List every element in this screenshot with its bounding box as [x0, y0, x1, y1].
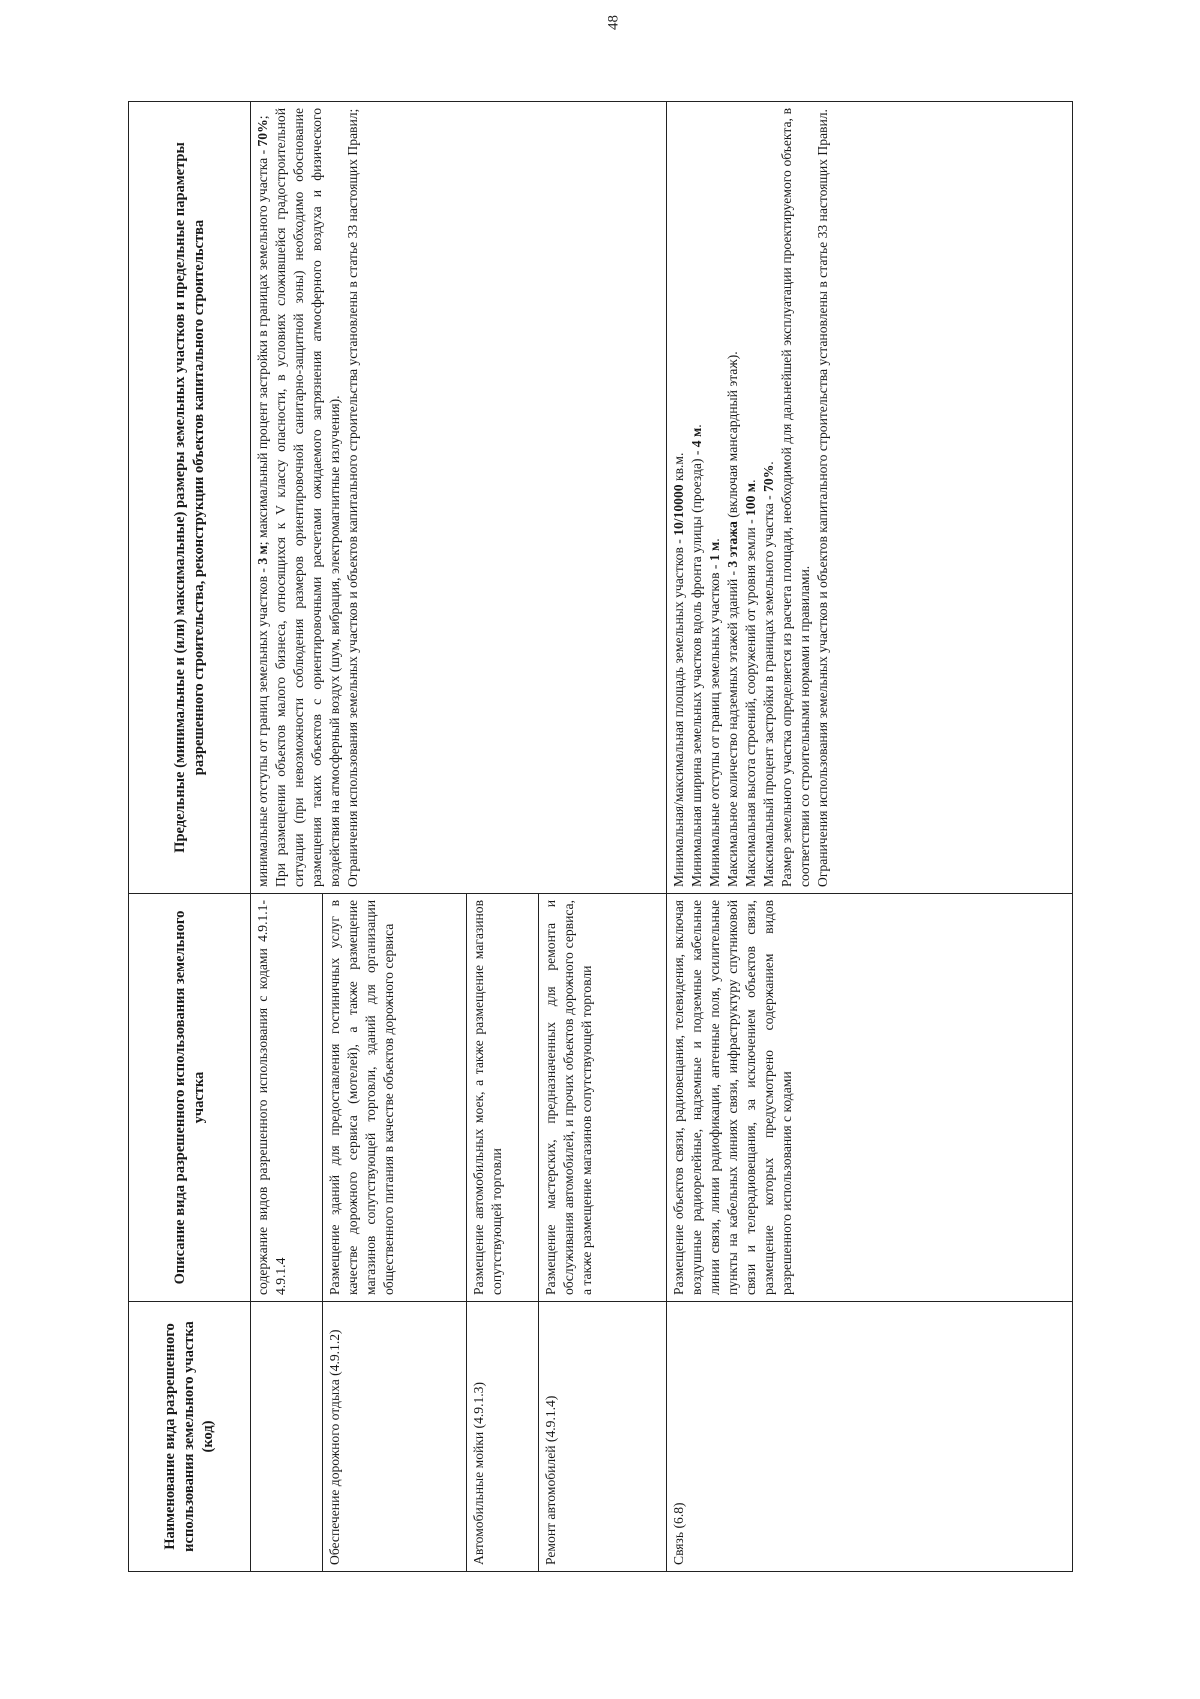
table-row	[251, 102, 323, 1572]
rotated-table-container	[128, 102, 1073, 1572]
param-small-business: При размещении объектов малого бизнеса, относящихся к V классу опасности, в условиях сложившейся градостроительной ситуации (при невозможности соблюдения размеров ориентировочной санитарно-защитной зоны) необходимо обоснование размещения таких объектов с ориентировочными расчетами ожидаемого загрязнения атмосферного воздуха и физического воздействия на атмосферный воздух (шум, вибрация, электромагнитные излучения).	[272, 108, 342, 887]
row-name: Связь (6.8)	[667, 1302, 1073, 1572]
parameters-cell-group1	[251, 102, 667, 894]
row-description: Размещение объектов связи, радиовещания, телевидения, включая воздушные радиорелейные, надземные и подземные кабельные линии связи, линии радиофикации, антенные поля, усилительные пункты на кабельных линиях связи, инфраструктуру спутниковой связи и телерадиовещания, за исключением объектов связи, размещение которых предусмотрено содержанием видов разрешенного использования с кодами	[667, 894, 1073, 1302]
param-setback: Минимальные отступы от границ земельных участков - 1 м.	[706, 538, 722, 887]
param-floors: Максимальное количество надземных этажей зданий - 3 этажа (включая мансардный этаж).	[724, 351, 740, 887]
row-name: Обеспечение дорожного отдыха (4.9.1.2)	[323, 1302, 467, 1572]
param-restrictions: Ограничения использования земельных участков и объектов капитального строительства установлены в статье 33 настоящих Правил;	[344, 108, 360, 887]
table-row	[667, 102, 1073, 1572]
param-setbacks: минимальные отступы от границ земельных участков - 3 м; максимальный процент застройки в границах земельного участка - 70%;	[255, 115, 270, 887]
param-restrictions: Ограничения использования земельных участков и объектов капитального строительства установлены в статье 33 настоящих Правил.	[814, 109, 830, 887]
param-plot-size: Размер земельного участка определяется из расчета площади, необходимой для дальнейшей эксплуатации проектируемого объекта, в соответствии со строительными нормами и правилами.	[778, 108, 812, 887]
row-name: Ремонт автомобилей (4.9.1.4)	[539, 1302, 667, 1572]
row-description: Размещение автомобильных моек, а также размещение магазинов сопутствующей торговли	[467, 894, 539, 1302]
row-name	[251, 1302, 323, 1572]
page-number: 48	[605, 15, 622, 30]
param-area: Минимальная/максимальная площадь земельных участков - 10/10000 кв.м.	[671, 452, 686, 887]
header-parameters: Предельные (минимальные и (или) максимальные) размеры земельных участков и предельные параметры разрешенного строительства, реконструкции объектов капитального строительства	[129, 102, 251, 894]
row-description: Размещение мастерских, предназначенных для ремонта и обслуживания автомобилей, и прочих объектов дорожного сервиса, а также размещение магазинов сопутствующей торговли	[539, 894, 667, 1302]
table-header-row	[129, 102, 251, 1572]
row-description: Размещение зданий для предоставления гостиничных услуг в качестве дорожного сервиса (мотелей), а также размещение магазинов сопутствующей торговли, зданий для организации общественного питания в качестве объектов дорожного сервиса	[323, 894, 467, 1302]
param-width: Минимальная ширина земельных участков вдоль фронта улицы (проезда) - 4 м.	[688, 424, 704, 887]
header-description: Описание вида разрешенного использования земельного участка	[129, 894, 251, 1302]
param-coverage: Максимальный процент застройки в границах земельного участка - 70%.	[760, 461, 776, 887]
land-use-table	[128, 101, 1073, 1572]
header-name: Наименование вида разрешенного использования земельного участка (код)	[129, 1302, 251, 1572]
row-name: Автомобильные мойки (4.9.1.3)	[467, 1302, 539, 1572]
row-description: содержание видов разрешенного использования с кодами 4.9.1.1-4.9.1.4	[251, 894, 323, 1302]
param-height: Максимальная высота строений, сооружений от уровня земли - 100 м.	[742, 479, 758, 887]
parameters-cell-group2	[667, 102, 1073, 894]
